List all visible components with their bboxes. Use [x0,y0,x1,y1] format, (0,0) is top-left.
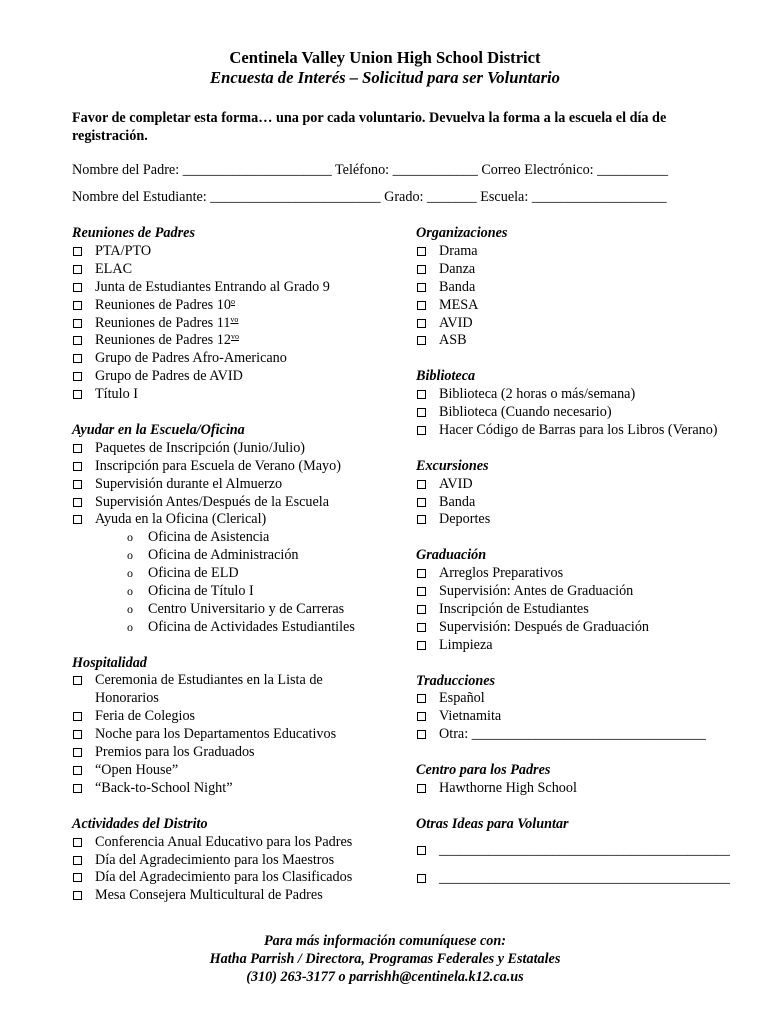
checkbox-icon[interactable] [417,283,426,292]
checkbox-item[interactable]: Noche para los Departamentos Educativos [72,726,412,744]
checkbox-icon[interactable] [73,372,82,381]
checkbox-icon[interactable] [73,265,82,274]
checkbox-item[interactable]: Feria de Colegios [72,708,412,726]
checkbox-item[interactable]: Banda [416,279,736,297]
parent-info-line[interactable]: Nombre del Padre: _____________________ Teléfono: ____________ Correo Electrónico: __________ [72,162,669,178]
checkbox-item[interactable]: Supervisión: Después de Graduación [416,619,736,637]
checkbox-icon[interactable] [417,319,426,328]
checkbox-icon[interactable] [417,623,426,632]
checkbox-item[interactable]: Día del Agradecimiento para los Maestros [72,852,412,870]
checkbox-icon[interactable] [73,838,82,847]
checkbox-item[interactable]: Vietnamita [416,708,736,726]
checkbox-icon[interactable] [73,336,82,345]
checkbox-icon[interactable] [417,874,426,883]
contact-footer [0,932,770,986]
section-heading-otras: Otras Ideas para Voluntar [416,815,569,832]
document-title: Centinela Valley Union High School District [229,48,541,67]
left-column [72,225,412,905]
checkbox-item[interactable]: Mesa Consejera Multicultural de Padres [72,887,412,905]
checkbox-item[interactable]: Otra: _________________________________ [416,726,736,744]
checkbox-item[interactable]: Español [416,690,736,708]
section-heading-reuniones: Reuniones de Padres [72,225,195,241]
checkbox-item[interactable]: Paquetes de Inscripción (Junio/Julio) [72,440,412,458]
checkbox-item[interactable]: Ceremonia de Estudiantes en la Lista de Honorarios [72,672,365,708]
section-heading-centro: Centro para los Padres [416,762,551,779]
circle-bullet-icon: o [127,619,133,634]
checkbox-icon[interactable] [417,247,426,256]
checkbox-item[interactable]: AVID [416,476,736,494]
checkbox-icon[interactable] [417,694,426,703]
instructions: Favor de completar esta forma… una por cada voluntario. Devuelva la forma a la escuela el día de registración. [72,110,667,144]
checkbox-icon[interactable] [417,569,426,578]
checkbox-icon[interactable] [73,498,82,507]
sub-option[interactable]: o Centro Universitario y de Carreras [127,600,345,617]
footer-line: Hatha Parrish / Directora, Programas Federales y Estatales [209,951,561,967]
section-heading-graduacion: Graduación [416,547,487,564]
checkbox-icon[interactable] [73,730,82,739]
checkbox-icon[interactable] [417,390,426,399]
section-heading-distrito: Actividades del Distrito [72,815,208,832]
circle-bullet-icon: o [127,566,133,581]
checkbox-icon[interactable] [417,641,426,650]
checkbox-icon[interactable] [417,846,426,855]
checkbox-icon[interactable] [73,354,82,363]
checkbox-item[interactable]: Reuniones de Padres 10$^o$ [72,297,412,315]
section-heading-hospitalidad: Hospitalidad [72,654,147,671]
checkbox-item[interactable]: Supervisión Antes/Después de la Escuela [72,494,412,512]
checkbox-item[interactable]: “Back-to-School Night” [72,780,412,798]
checkbox-icon[interactable] [73,891,82,900]
checkbox-item[interactable]: _________________________________________ [416,870,736,888]
checkbox-icon[interactable] [73,444,82,453]
section-heading-ayudar: Ayudar en la Escuela/Oficina [72,421,245,438]
circle-bullet-icon: o [127,601,133,616]
checkbox-icon[interactable] [73,712,82,721]
checkbox-icon[interactable] [73,766,82,775]
checkbox-item[interactable]: Hacer Código de Barras para los Libros (Verano) [416,422,719,440]
checkbox-icon[interactable] [417,605,426,614]
checkbox-item[interactable]: Grupo de Padres de AVID [72,368,412,386]
checkbox-icon[interactable] [417,265,426,274]
checkbox-item[interactable]: ASB [416,332,736,350]
checkbox-icon[interactable] [417,336,426,345]
checkbox-icon[interactable] [73,748,82,757]
document-subtitle: Encuesta de Interés – Solicitud para ser Voluntario [210,68,560,87]
checkbox-item[interactable]: Hawthorne High School [416,780,736,798]
checkbox-icon[interactable] [417,784,426,793]
student-info-line[interactable]: Nombre del Estudiante: ________________________ Grado: _______ Escuela: ___________________ [72,189,667,205]
checkbox-icon[interactable] [417,480,426,489]
section-heading-organizaciones: Organizaciones [416,225,508,241]
checkbox-item[interactable]: Inscripción para Escuela de Verano (Mayo) [72,458,412,476]
checkbox-item[interactable]: Título I [72,386,412,404]
sub-option[interactable]: o Oficina de Título I [127,583,254,600]
checkbox-item[interactable]: Arreglos Preparativos [416,565,736,583]
checkbox-item[interactable]: PTA/PTO [72,243,412,261]
checkbox-icon[interactable] [73,390,82,399]
checkbox-item[interactable]: Biblioteca (2 horas o más/semana) [416,386,736,404]
checkbox-item[interactable]: Drama [416,243,736,261]
checkbox-item[interactable]: ELAC [72,261,412,279]
sub-option[interactable]: o Oficina de Administración [127,547,299,564]
checkbox-item[interactable]: Reuniones de Padres $11^{vo}$ [72,315,412,333]
checkbox-icon[interactable] [417,587,426,596]
checkbox-item[interactable]: Biblioteca (Cuando necesario) [416,404,736,422]
footer-contact-line[interactable]: (310) 263-3177 o parrishh@centinela.k12.ca.us [246,969,524,985]
checkbox-icon[interactable] [73,784,82,793]
checkbox-item[interactable]: Deportes [416,511,736,529]
checkbox-icon[interactable] [73,515,82,524]
checkbox-item[interactable]: Banda [416,494,736,512]
checkbox-icon[interactable] [417,498,426,507]
checkbox-icon[interactable] [417,730,426,739]
checkbox-item[interactable]: Limpieza [416,637,736,655]
checkbox-icon[interactable] [73,319,82,328]
checkbox-item[interactable]: Supervisión durante el Almuerzo [72,476,412,494]
checkbox-icon[interactable] [73,480,82,489]
sub-option[interactable]: o Oficina de Actividades Estudiantiles [127,618,355,635]
checkbox-icon[interactable] [73,856,82,865]
checkbox-item[interactable]: MESA [416,297,736,315]
circle-bullet-icon: o [127,548,133,563]
checkbox-item[interactable]: Inscripción de Estudiantes [416,601,736,619]
section-heading-traducciones: Traducciones [416,672,496,689]
section-heading-biblioteca: Biblioteca [416,368,476,385]
checkbox-item[interactable]: Día del Agradecimiento para los Clasificados [72,869,412,887]
checkbox-item[interactable]: Ayuda en la Oficina (Clerical) [72,511,412,529]
checkbox-item[interactable]: Reuniones de Padres $12^{vo}$ [72,332,412,350]
checkbox-icon[interactable] [417,515,426,524]
checkbox-item[interactable]: Supervisión: Antes de Graduación [416,583,736,601]
checkbox-icon[interactable] [73,301,82,310]
checkbox-item[interactable]: Danza [416,261,736,279]
checkbox-icon[interactable] [73,676,82,685]
checkbox-item[interactable]: Junta de Estudiantes Entrando al Grado 9 [72,279,412,297]
section-heading-excursiones: Excursiones [416,457,489,474]
checkbox-item[interactable]: “Open House” [72,762,412,780]
checkbox-icon[interactable] [73,462,82,471]
checkbox-icon[interactable] [417,712,426,721]
footer-line: Para más información comuníquese con: [264,933,506,949]
circle-bullet-icon: o [127,530,133,545]
right-column [416,225,736,887]
checkbox-item[interactable]: _________________________________________ [416,842,736,860]
checkbox-icon[interactable] [417,408,426,417]
checkbox-item[interactable]: Conferencia Anual Educativo para los Padres [72,834,412,852]
circle-bullet-icon: o [127,584,133,599]
sub-option[interactable]: o Oficina de ELD [127,565,239,582]
checkbox-icon[interactable] [73,283,82,292]
checkbox-item[interactable]: Premios para los Graduados [72,744,412,762]
checkbox-icon[interactable] [417,426,426,435]
checkbox-icon[interactable] [417,301,426,310]
checkbox-icon[interactable] [73,873,82,882]
sub-option[interactable]: o Oficina de Asistencia [127,529,270,546]
checkbox-item[interactable]: Grupo de Padres Afro-Americano [72,350,412,368]
checkbox-icon[interactable] [73,247,82,256]
checkbox-item[interactable]: AVID [416,315,736,333]
